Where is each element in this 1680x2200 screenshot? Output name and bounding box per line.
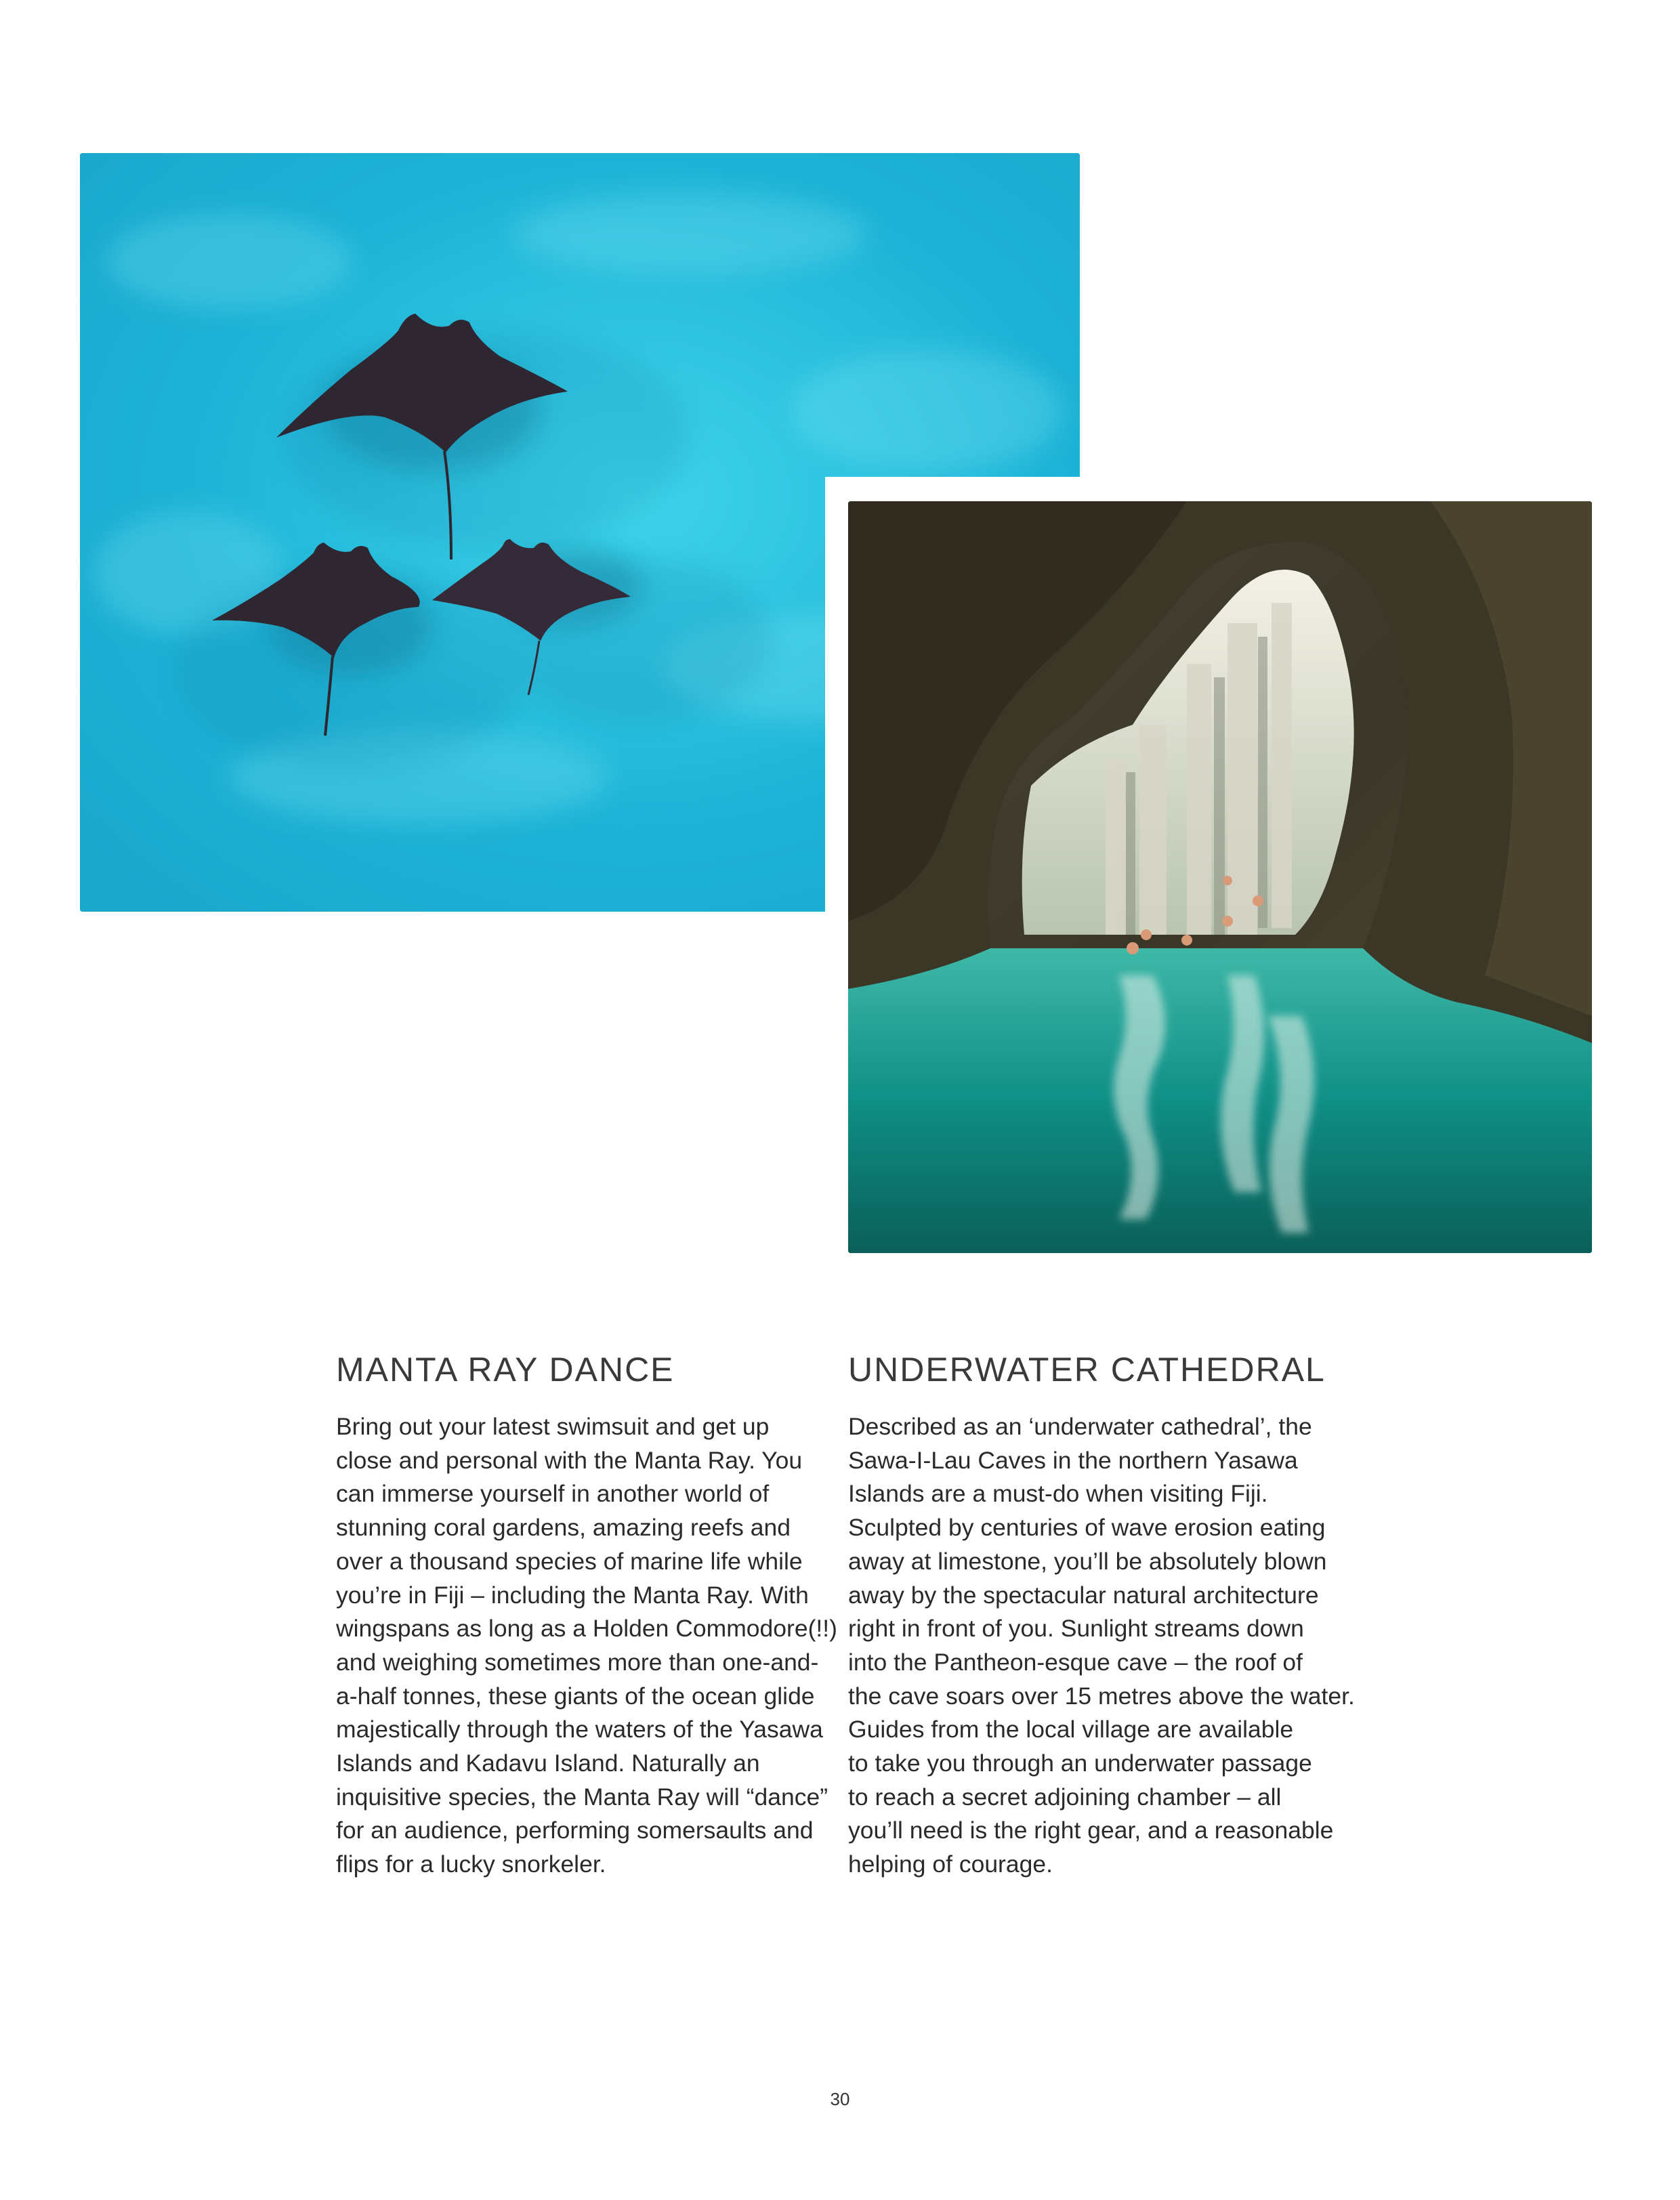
body-line: a-half tonnes, these giants of the ocean glide [336, 1682, 815, 1710]
body-line: can immerse yourself in another world of [336, 1480, 770, 1508]
manta-ray-body [336, 1410, 837, 1882]
body-line: over a thousand species of marine life while [336, 1547, 803, 1575]
body-line: Sawa-I-Lau Caves in the northern Yasawa [848, 1446, 1298, 1474]
body-line: stunning coral gardens, amazing reefs and [336, 1514, 791, 1542]
body-line: away by the spectacular natural architecture [848, 1581, 1319, 1609]
body-line: close and personal with the Manta Ray. You [336, 1446, 803, 1474]
page-number: 30 [830, 2089, 850, 2109]
body-line: Islands and Kadavu Island. Naturally an [336, 1750, 760, 1777]
body-line: and weighing sometimes more than one-and- [336, 1648, 819, 1676]
body-line: Guides from the local village are available [848, 1716, 1294, 1743]
body-line: helping of courage. [848, 1850, 1053, 1878]
body-line: inquisitive species, the Manta Ray will “dance” [336, 1783, 828, 1811]
manta-ray-heading: MANTA RAY DANCE [336, 1351, 675, 1389]
body-line: you’ll need is the right gear, and a reasonable [848, 1817, 1334, 1844]
cathedral-heading: UNDERWATER CATHEDRAL [848, 1351, 1326, 1389]
body-line: you’re in Fiji – including the Manta Ray. With [336, 1581, 809, 1609]
body-line: majestically through the waters of the Yasawa [336, 1716, 823, 1743]
cathedral-body [848, 1410, 1363, 1882]
cave-photo [848, 501, 1592, 1253]
body-line: for an audience, performing somersaults and [336, 1817, 814, 1844]
body-line: into the Pantheon-esque cave – the roof of [848, 1648, 1303, 1676]
body-line: Islands are a must-do when visiting Fiji. [848, 1480, 1268, 1508]
body-line: Sculpted by centuries of wave erosion eating [848, 1514, 1326, 1542]
body-line: to take you through an underwater passage [848, 1750, 1312, 1777]
body-line: the cave soars over 15 metres above the water. [848, 1682, 1355, 1710]
cathedral-article [848, 1348, 1363, 1882]
body-line: wingspans as long as a Holden Commodore(!!) [336, 1615, 837, 1643]
body-line: Bring out your latest swimsuit and get up [336, 1413, 770, 1440]
body-line: right in front of you. Sunlight streams down [848, 1615, 1304, 1643]
body-line: to reach a secret adjoining chamber – all [848, 1783, 1282, 1811]
cave-illustration [848, 501, 1592, 1253]
manta-ray-article [336, 1348, 837, 1882]
body-line: Described as an ‘underwater cathedral’, the [848, 1413, 1312, 1440]
body-line: away at limestone, you’ll be absolutely blown [848, 1547, 1327, 1575]
body-line: flips for a lucky snorkeler. [336, 1850, 606, 1878]
